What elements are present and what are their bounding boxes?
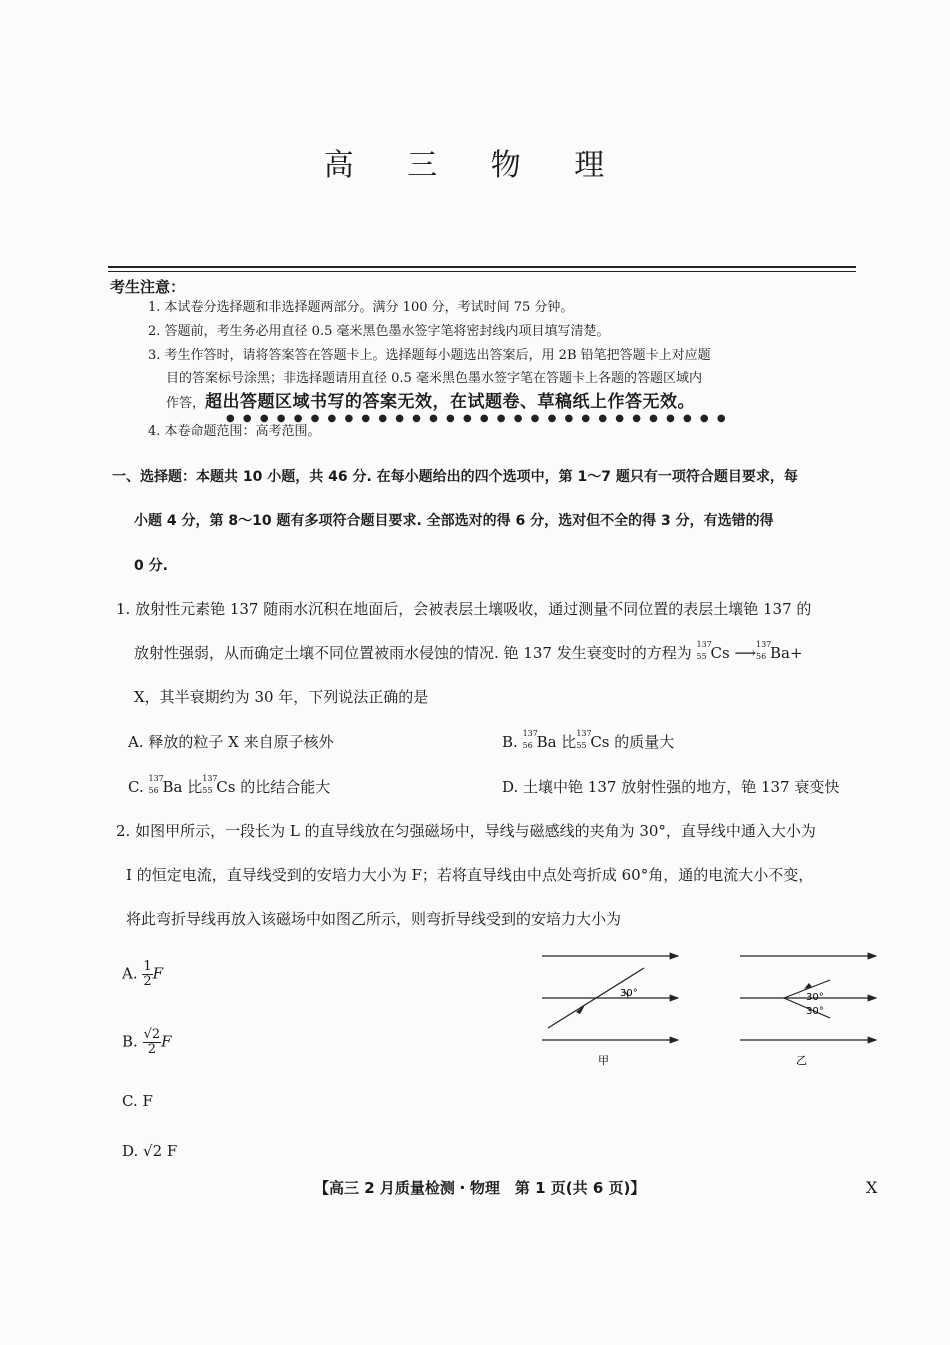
plus-sign: + <box>789 644 803 662</box>
angle-label: 30° <box>620 988 638 999</box>
question-1-text <box>134 642 803 663</box>
cs-nuclide: 137 55 <box>696 640 712 661</box>
notice-item <box>166 392 695 414</box>
notice-item: 4. 本卷命题范围：高考范围。 <box>148 424 321 439</box>
section-text: 小题 4 分，第 8～10 题有多项符合题目要求. 全部选对的得 6 分，选对但不全的得 3 分，有选错的得 <box>134 513 774 529</box>
q1-option-a: A. 释放的粒子 X 来自原子核外 <box>128 733 334 751</box>
q1-text: 放射性强弱，从而确定土壤不同位置被雨水侵蚀的情况. 铯 137 发生衰变时的方程为 <box>134 644 692 662</box>
header-rule-thin <box>108 271 856 272</box>
question-1-text: X，其半衰期约为 30 年，下列说法正确的是 <box>134 688 429 706</box>
figure-label-yi: 乙 <box>796 1054 807 1067</box>
question-2-text: 将此弯折导线再放入该磁场中如图乙所示，则弯折导线受到的安培力大小为 <box>126 910 622 928</box>
question-1-text: 1. 放射性元素铯 137 随雨水沉积在地面后，会被表层土壤吸收，通过测量不同位置的表层土壤铯 137 的 <box>116 600 812 618</box>
q1-option-b: B. 137 56 Ba 比 137 55 Cs 的质量大 <box>502 729 675 751</box>
figure-yi <box>736 946 881 1076</box>
notice-item: 2. 答题前，考生务必用直径 0.5 毫米黑色墨水签字笔将密封线内项目填写清楚。 <box>148 324 610 339</box>
notice-emphasis: 超出答题区域书写的答案无效，在试题卷、草稿纸上作答无效。 <box>205 392 696 412</box>
notice-text: 作答， <box>166 396 206 411</box>
q2-option-d: D. √2 F <box>122 1142 178 1160</box>
notice-item: 1. 本试卷分选择题和非选择题两部分。满分 100 分，考试时间 75 分钟。 <box>148 300 574 315</box>
emphasis-dots: ●●●●●●●●●●●●●●●●●●●●●●●●●●●●●● <box>226 413 734 424</box>
question-2-text: 2. 如图甲所示，一段长为 L 的直导线放在匀强磁场中，导线与磁感线的夹角为 30°，直导线中通入大小为 <box>116 822 816 840</box>
q2-option-b: B. $\frac{√2}{2}$ F <box>122 1027 172 1057</box>
q1-option-d: D. 土壤中铯 137 放射性强的地方，铯 137 衰变快 <box>502 778 840 796</box>
section-text: 0 分. <box>134 558 168 574</box>
page-footer: 【高三 2 月质量检测・物理 第 1 页(共 6 页)】 <box>314 1179 646 1197</box>
q1-option-c: C. 137 56 Ba 比 137 55 Cs 的比结合能大 <box>128 774 331 796</box>
q2-option-c: C. F <box>122 1092 153 1110</box>
figure-jia <box>536 946 686 1076</box>
angle-label: 30° <box>806 1006 824 1017</box>
ba-symbol: Ba <box>769 644 790 662</box>
header-rule <box>108 266 856 268</box>
q2-option-a: A. $\frac{1}{2}$ F <box>122 959 164 989</box>
reaction-arrow: ⟶ <box>734 644 756 662</box>
notice-item: 3. 考生作答时，请将答案答在答题卡上。选择题每小题选出答案后，用 2B 铅笔把答题卡上对应题 <box>148 348 711 363</box>
ba-nuclide: 137 56 <box>755 640 772 661</box>
figure-label-jia: 甲 <box>598 1054 609 1067</box>
footer-mark: X <box>866 1178 878 1197</box>
section-heading: 一、选择题：本题共 10 小题，共 46 分. 在每小题给出的四个选项中，第 1～7 题只有一项符合题目要求，每 <box>112 469 798 485</box>
angle-label: 30° <box>806 992 824 1003</box>
cs-symbol: Cs <box>710 644 730 662</box>
notice-item: 目的答案标号涂黑；非选择题请用直径 0.5 毫米黑色墨水签字笔在答题卡上各题的答题区域内 <box>166 371 702 386</box>
page-title: 高 三 物 理 <box>323 148 627 183</box>
question-2-text: I 的恒定电流，直导线受到的安培力大小为 F；若将直导线由中点处弯折成 60°角，通的电流大小不变， <box>126 866 814 884</box>
notice-heading: 考生注意： <box>110 278 186 296</box>
